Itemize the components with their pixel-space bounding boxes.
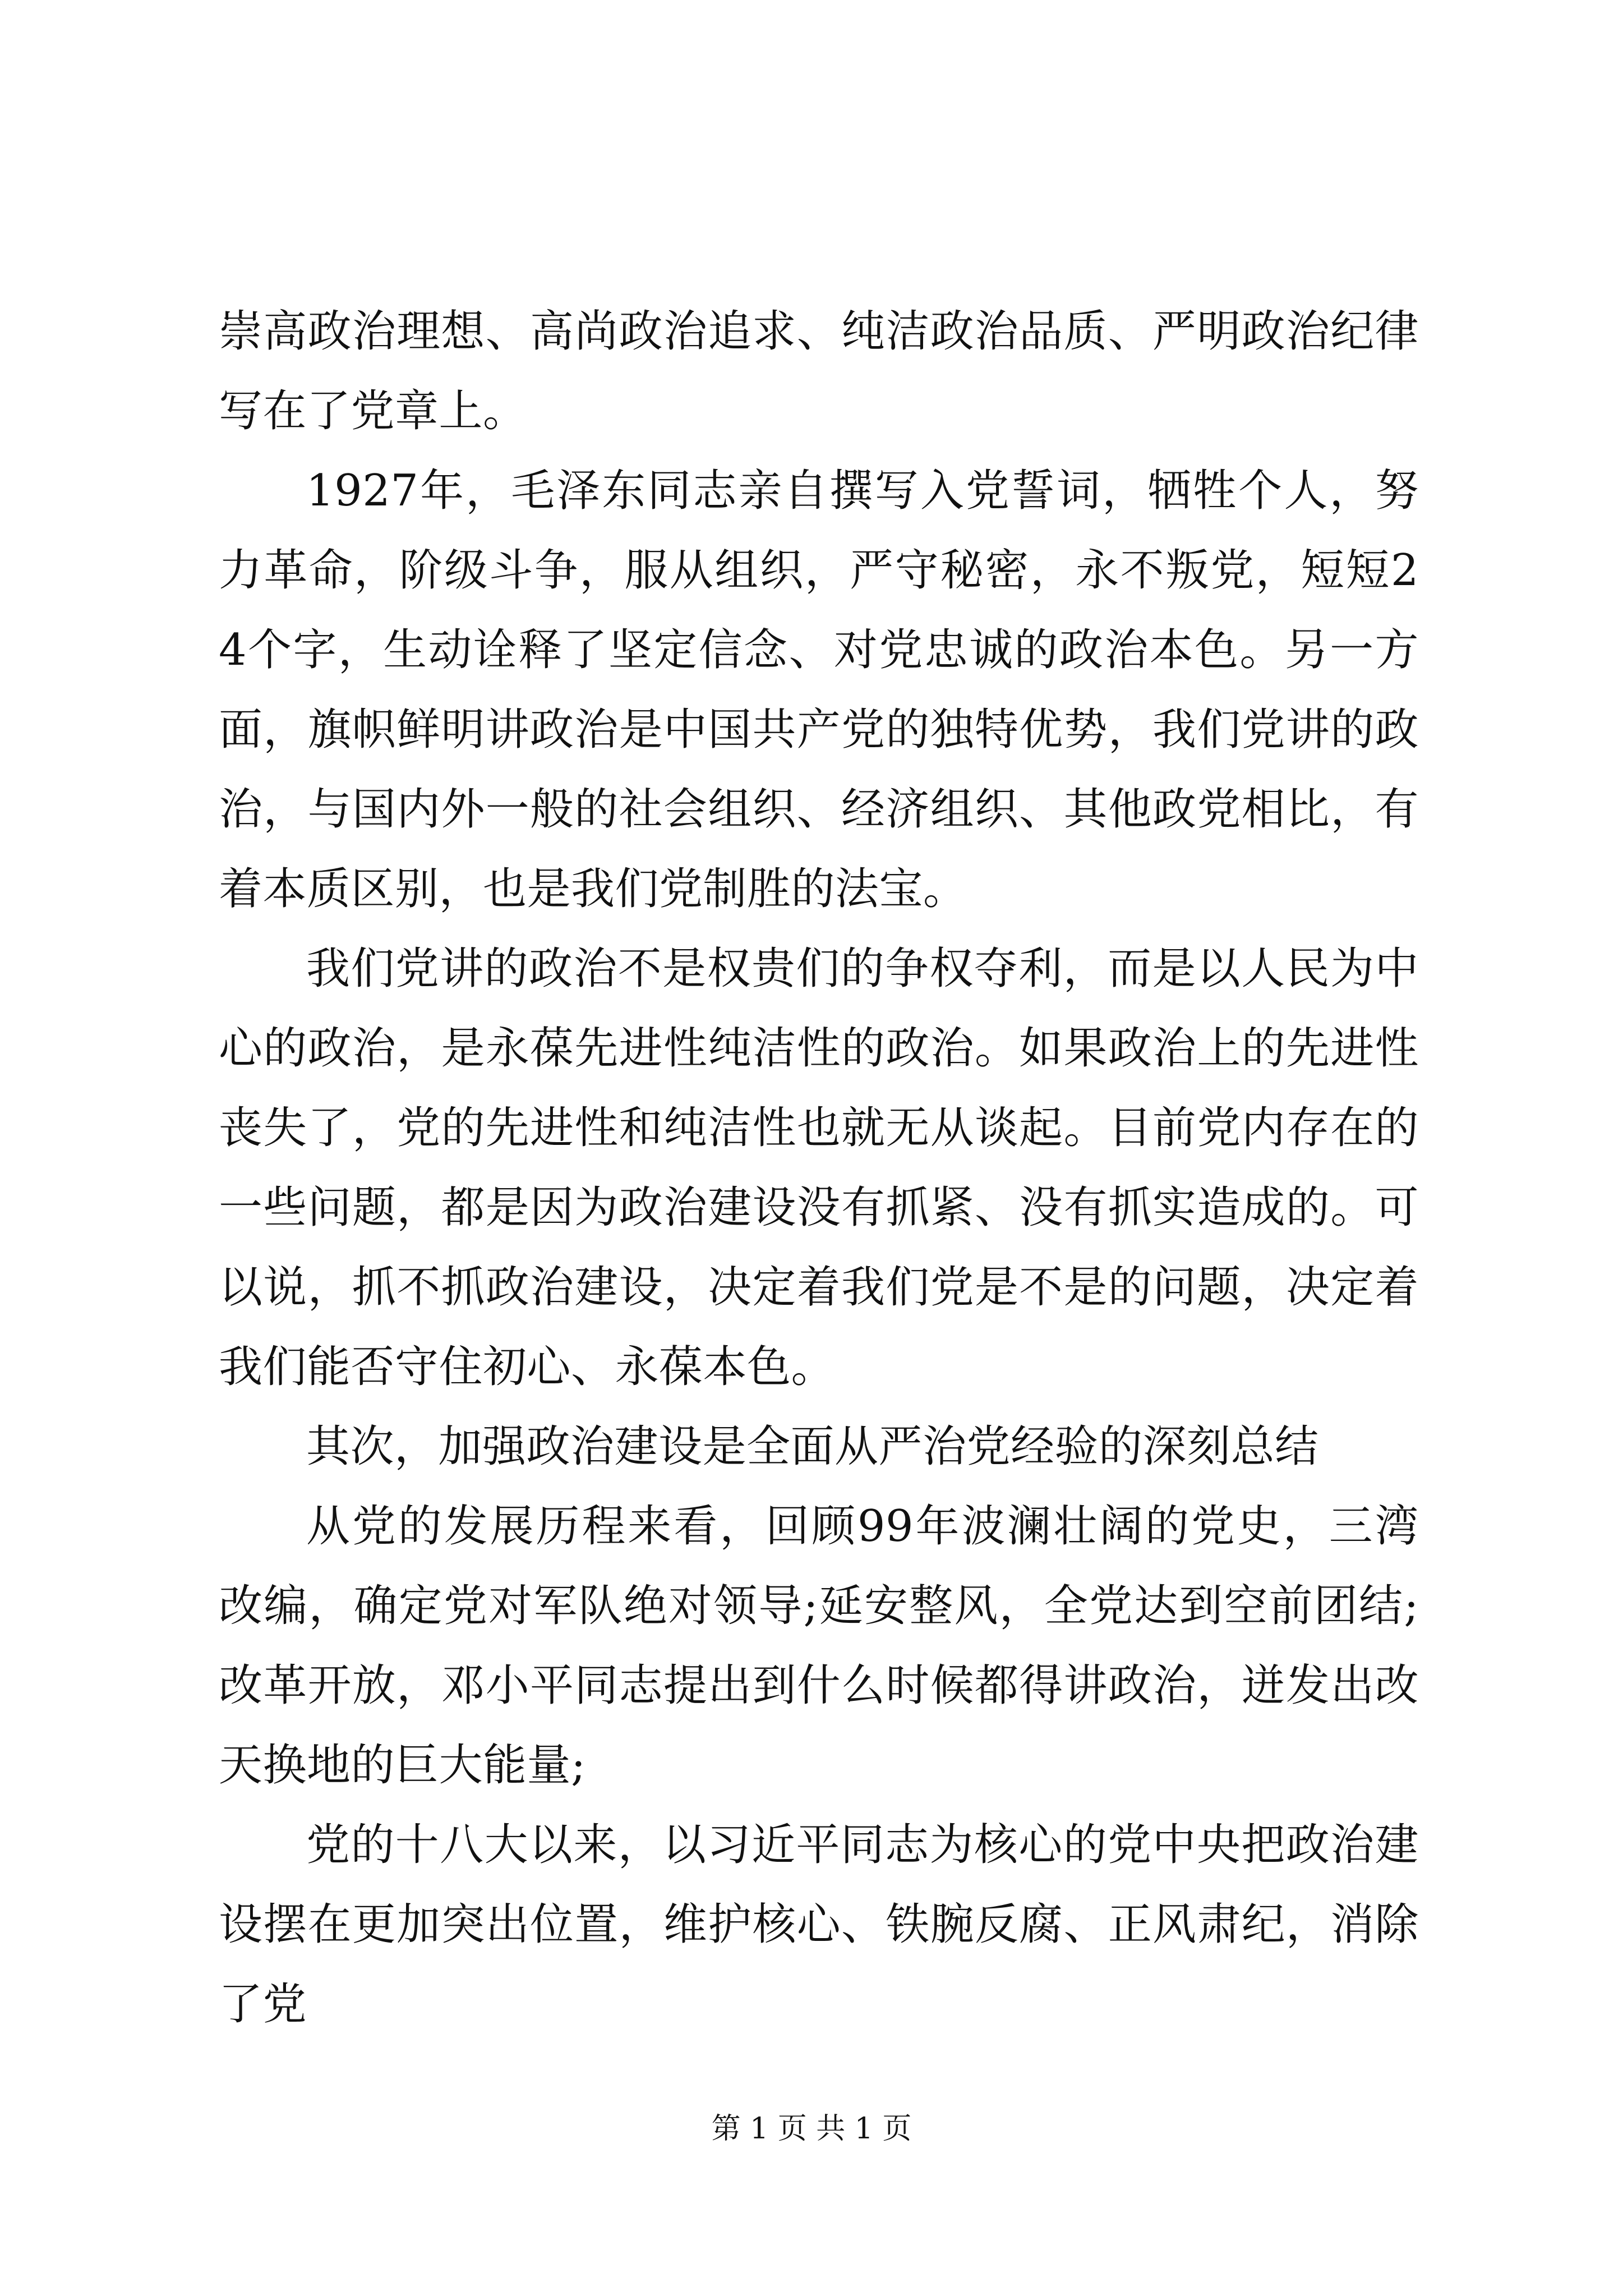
paragraph-6: 党的十八大以来，以习近平同志为核心的党中央把政治建设摆在更加突出位置，维护核心、铁腕反腐、正风肃纪，消除了党 (219, 1820, 1419, 2030)
document-body (219, 292, 1419, 2044)
paragraph-2: 1927年，毛泽东同志亲自撰写入党誓词，牺牲个人，努力革命，阶级斗争，服从组织，严守秘密，永不叛党，短短24个字，生动诠释了坚定信念、对党忠诚的政治本色。另一方面，旗帜鲜明讲政治是中国共产党的独特优势，我们党讲的政治，与国内外一般的社会组织、经济组织、其他政党相比，有着本质区别，也是我们党制胜的法宝。 (219, 466, 1419, 914)
page-footer: 第 1 页 共 1 页 (711, 2112, 912, 2146)
paragraph-5: 从党的发展历程来看，回顾99年波澜壮阔的党史，三湾改编，确定党对军队绝对领导;延安整风，全党达到空前团结;改革开放，邓小平同志提出到什么时候都得讲政治，迸发出改天换地的巨大能量; (219, 1501, 1419, 1791)
paragraph-3: 我们党讲的政治不是权贵们的争权夺利，而是以人民为中心的政治，是永葆先进性纯洁性的政治。如果政治上的先进性丧失了，党的先进性和纯洁性也就无从谈起。目前党内存在的一些问题，都是因为政治建设没有抓紧、没有抓实造成的。可以说，抓不抓政治建设，决定着我们党是不是的问题，决定着我们能否守住初心、永葆本色。 (219, 944, 1419, 1392)
paragraph-1: 崇高政治理想、高尚政治追求、纯洁政治品质、严明政治纪律写在了党章上。 (219, 306, 1419, 436)
paragraph-4-heading: 其次，加强政治建设是全面从严治党经验的深刻总结 (306, 1421, 1319, 1472)
